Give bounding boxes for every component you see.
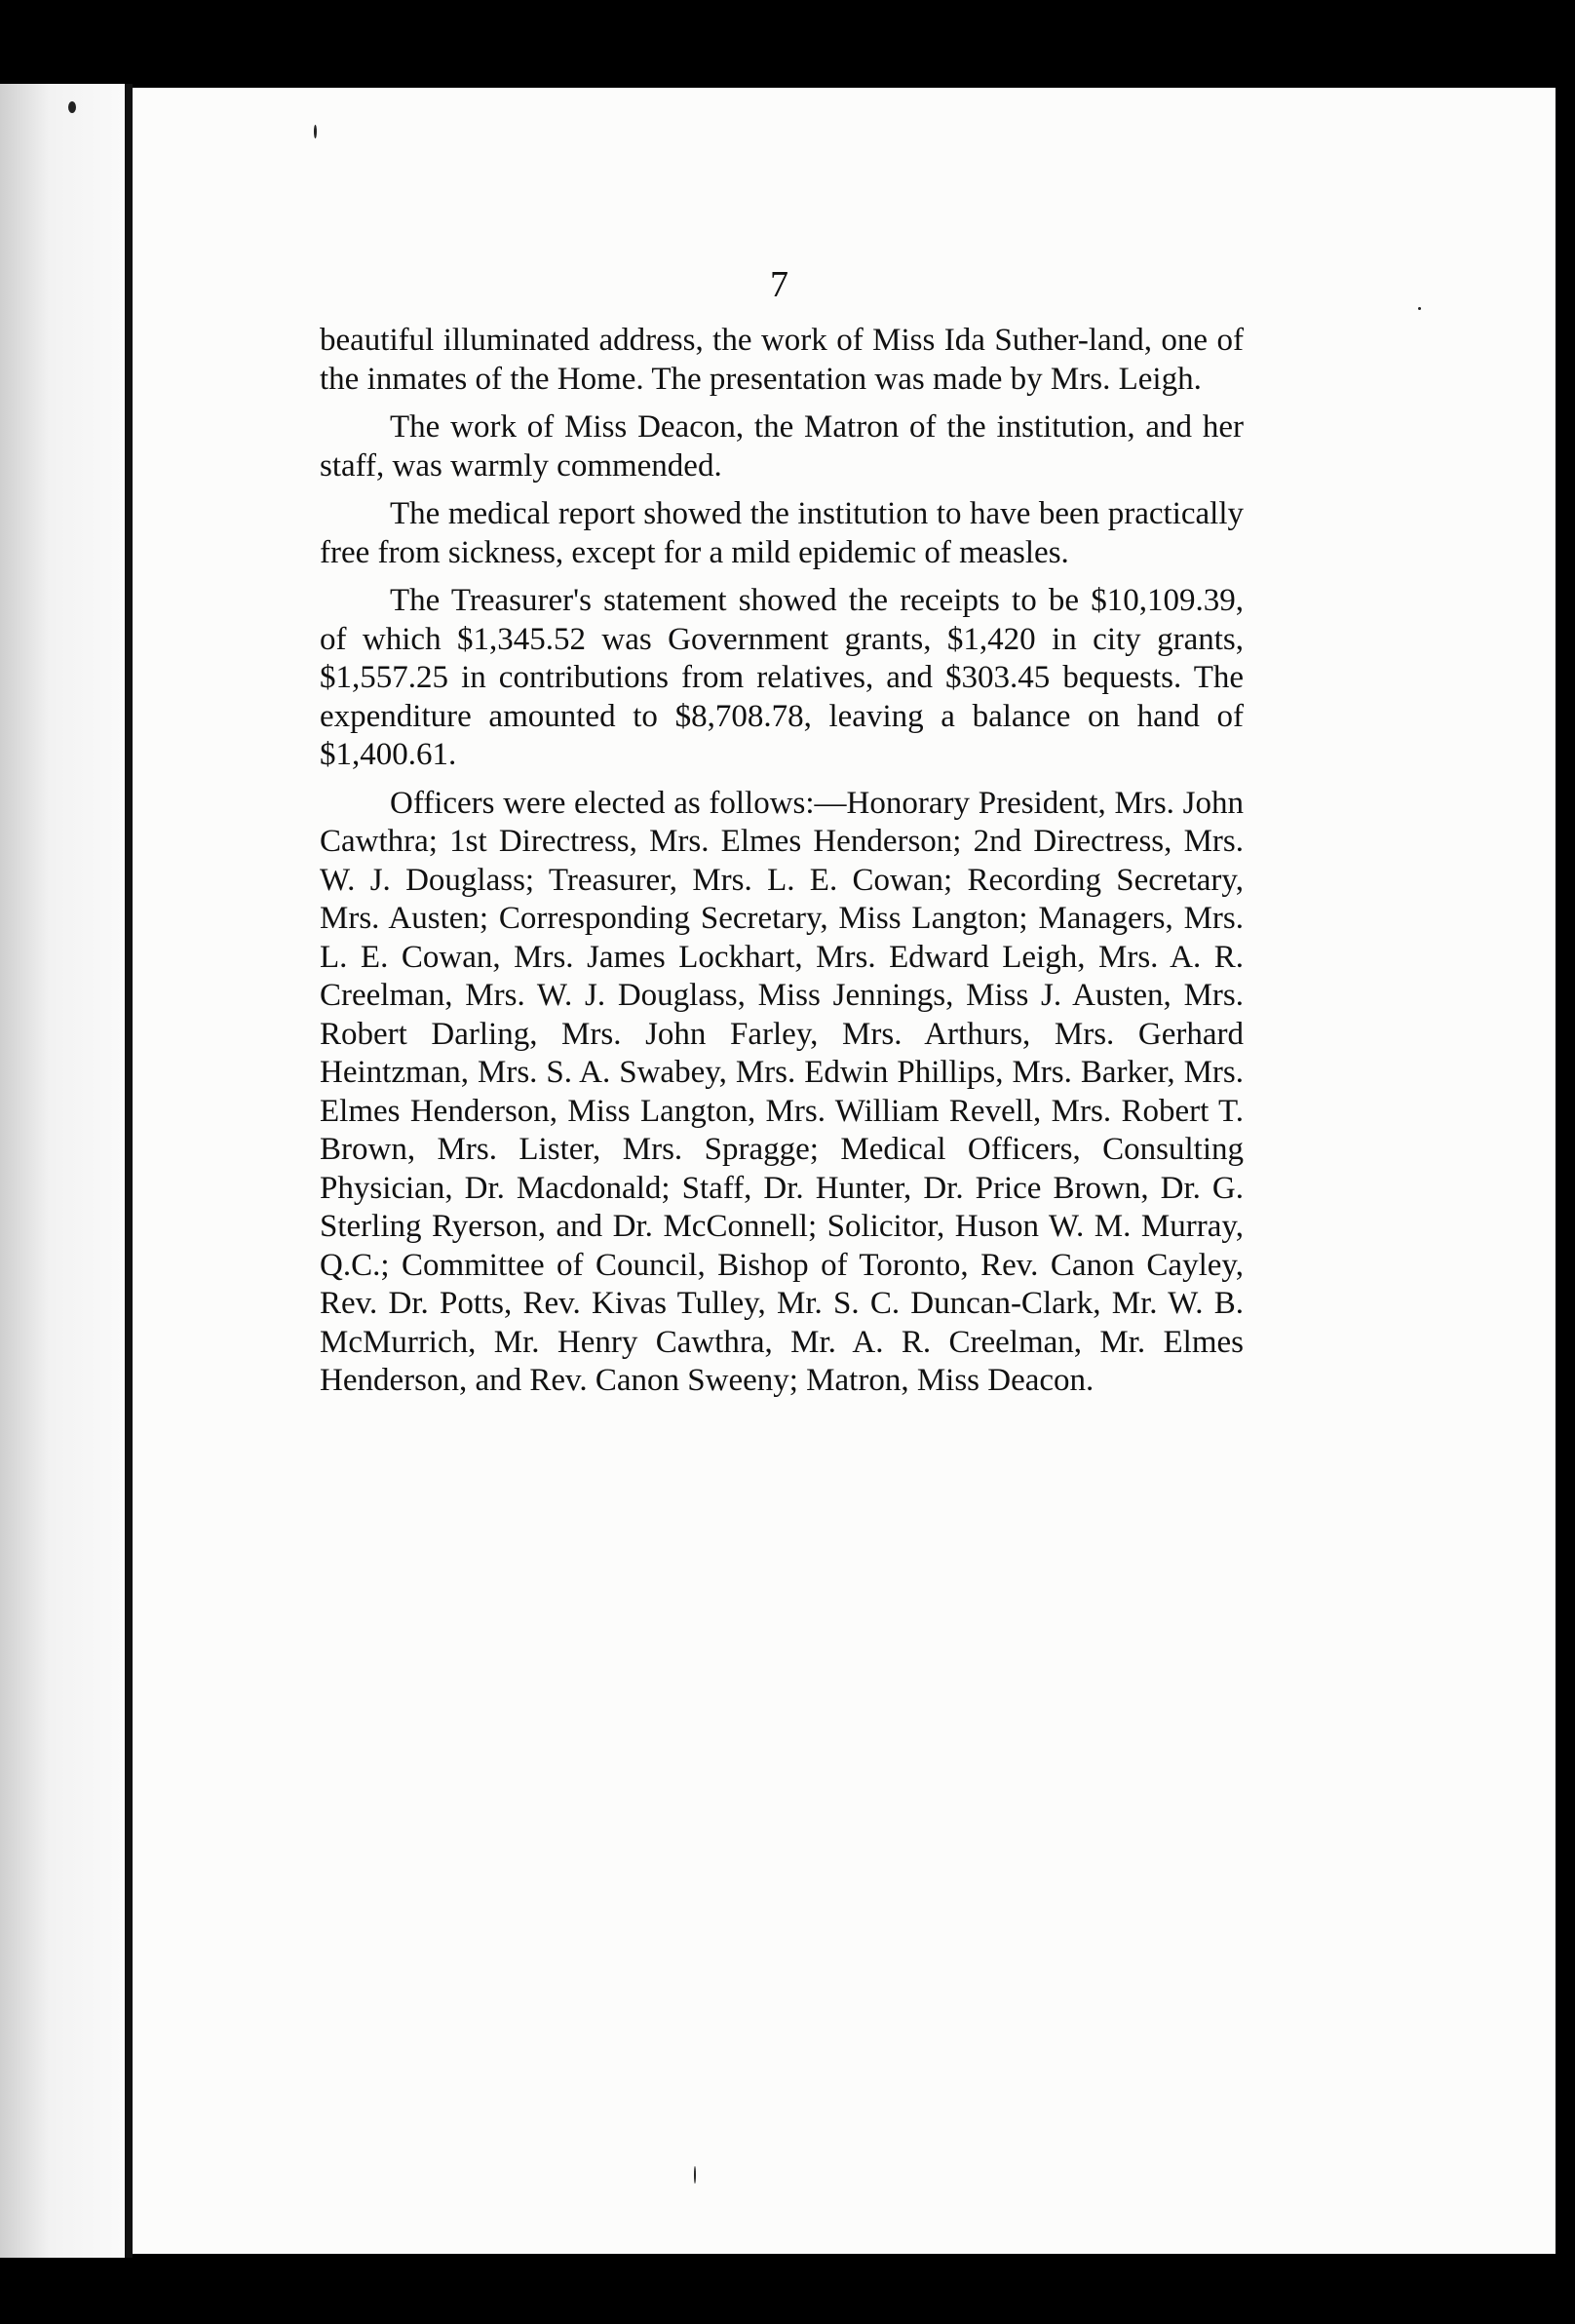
scan-speck xyxy=(68,101,76,113)
body-text xyxy=(320,322,1244,1411)
page-number: 7 xyxy=(770,264,788,305)
scan-speck xyxy=(1418,307,1421,310)
page-gutter xyxy=(125,84,133,2258)
scan-speck xyxy=(694,2166,696,2184)
paragraph-treasurer: The Treasurer's statement showed the receipts to be $10,109.39, of which $1,345.52 was Government grants, $1,420 in city grants, $1,557.25 in contributions from relatives, and $303.45 bequests. The expenditure amounted to $8,708.78, leaving a balance on hand of $1,400.61. xyxy=(320,583,1244,772)
scan-speck xyxy=(314,125,317,138)
paragraph-officers: Officers were elected as follows:—Honorary President, Mrs. John Cawthra; 1st Directress, Mrs. Elmes Henderson; 2nd Directress, Mrs. W. J. Douglass; Treasurer, Mrs. L. E. Cowan; Recording Secretary, Mrs. Austen; Corresponding Secretary, Miss Langton; Managers, Mrs. L. E. Cowan, Mrs. James Lockhart, Mrs. Edward Leigh, Mrs. A. R. Creelman, Mrs. W. J. Douglass, Miss Jennings, Miss J. Austen, Mrs. Robert Darling, Mrs. John Farley, Mrs. Arthurs, Mrs. Gerhard Heintzman, Mrs. S. A. Swabey, Mrs. Edwin Phillips, Mrs. Barker, Mrs. Elmes Henderson, Miss Langton, Mrs. William Revell, Mrs. Robert T. Brown, Mrs. Lister, Mrs. Spragge; Medical Officers, Consulting Physician, Dr. Macdonald; Staff, Dr. Hunter, Dr. Price Brown, Dr. G. Sterling Ryerson, and Dr. McConnell; Solicitor, Huson W. M. Murray, Q.C.; Committee of Council, Bishop of Toronto, Rev. Canon Cayley, Rev. Dr. Potts, Rev. Kivas Tulley, Mr. S. C. Duncan-Clark, Mr. W. B. McMurrich, Mr. Henry Cawthra, Mr. A. R. Creelman, Mr. Elmes Henderson, and Rev. Canon Sweeny; Matron, Miss Deacon. xyxy=(320,785,1244,1398)
left-page-margin xyxy=(0,84,125,2258)
paragraph-address: beautiful illuminated address, the work of Miss Ida Suther-land, one of the inmates of the Home. The presentation was made by Mrs. Leigh. xyxy=(320,323,1244,397)
paragraph-medical-report: The medical report showed the institution to have been practically free from sickness, except for a mild epidemic of measles. xyxy=(320,496,1244,570)
paragraph-matron: The work of Miss Deacon, the Matron of the institution, and her staff, was warmly commended. xyxy=(320,409,1244,484)
